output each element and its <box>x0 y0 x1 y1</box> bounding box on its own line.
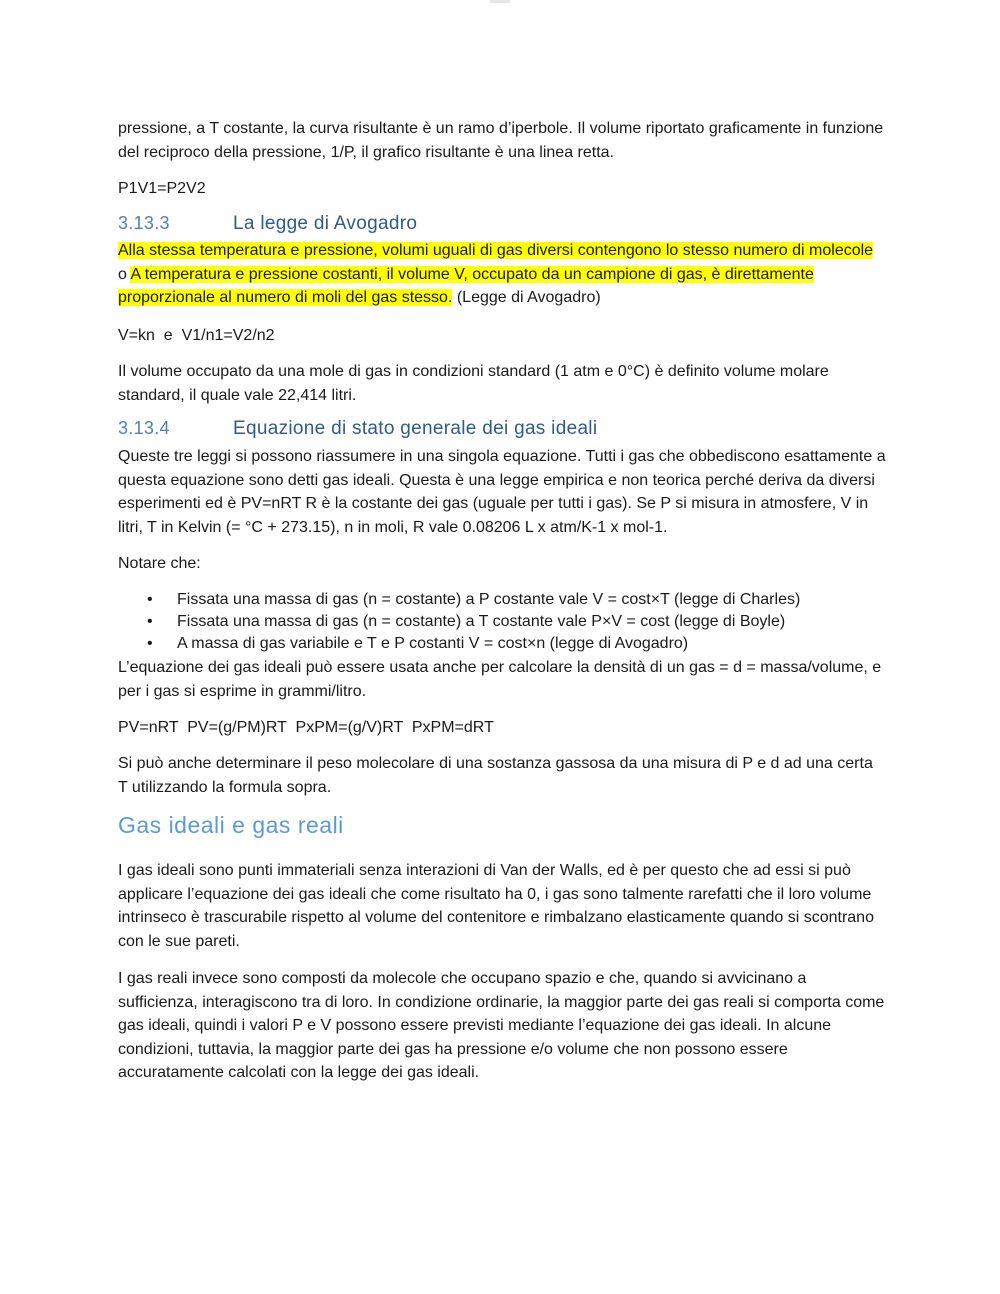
paragraph-volume-molare <box>118 360 886 407</box>
bullet-icon: • <box>147 613 153 630</box>
list-item <box>118 611 886 633</box>
paragraph-pressione <box>118 117 886 164</box>
paragraph-text: I gas reali invece sono composti da molecole che occupano spazio e che, quando si avvicinano a sufficienza, interagiscono tra di loro. In condizione ordinarie, la maggior parte dei gas reali si comporta come gas ideali, quindi i valori P e V possono essere previsti mediante l’equazione dei gas ideali. In alcune condizioni, tuttavia, la maggior parte dei gas ha pressione e/o volume che non possono essere accuratamente calcolati con la legge dei gas ideali. <box>118 970 885 1081</box>
avogadro-definition <box>118 239 886 310</box>
formula-text: PV=nRT PV=(g/PM)RT PxPM=(g/V)RT PxPM=dRT <box>118 719 494 736</box>
note-text: Notare che: <box>118 555 201 572</box>
heading-number: 3.13.4 <box>118 418 170 438</box>
bullet-list <box>118 589 886 655</box>
heading-title: Equazione di stato generale dei gas ideali <box>233 418 598 439</box>
laws-list <box>118 589 886 655</box>
header-mark <box>490 0 510 3</box>
paragraph-text: L’equazione dei gas ideali può essere usata anche per calcolare la densità di un gas = d = massa/volume, e per i gas si esprime in grammi/litro. <box>118 659 882 700</box>
heading-title: Gas ideali e gas reali <box>118 812 344 838</box>
paragraph-text: I gas ideali sono punti immateriali senza interazioni di Van der Walls, ed è per questo che ad essi si può applicare l’equazione dei gas ideali che come risultato ha 0, i gas sono talmente rarefatti che il loro volume intrinseco è trascurabile rispetto al volume del contenitore e rimbalzano elasticamente quando si scontrano con le sue pareti. <box>118 862 874 950</box>
paragraph-gas-reali <box>118 967 886 1085</box>
paragraph-text: pressione, a T costante, la curva risultante è un ramo d’iperbole. Il volume riportato graficamente in funzione del reciproco della pressione, 1/P, il grafico risultante è una linea retta. <box>118 120 884 161</box>
paragraph-equazione <box>118 445 886 539</box>
formula-avogadro <box>118 324 886 348</box>
list-item-text: Fissata una massa di gas (n = costante) a P costante vale V = cost×T (legge di Charles) <box>177 591 801 608</box>
paragraph-text: Il volume occupato da una mole di gas in condizioni standard (1 atm e 0°C) è definito volume molare standard, il quale vale 22,414 litri. <box>118 363 829 404</box>
highlighted-text-2: A temperatura e pressione costanti, il volume V, occupato da un campione di gas, è direttamente proporzionale al numero di moli del gas stesso. <box>118 265 814 306</box>
formula-text: P1V1=P2V2 <box>118 180 206 197</box>
heading-number: 3.13.3 <box>118 213 170 233</box>
law-reference: (Legge di Avogadro) <box>452 289 601 306</box>
formula-boyle <box>118 177 886 201</box>
formula-densita <box>118 716 886 740</box>
note-label <box>118 552 886 576</box>
bullet-icon: • <box>147 635 153 652</box>
avogadro-paragraph <box>118 239 886 310</box>
paragraph-densita <box>118 656 886 703</box>
list-item-text: A massa di gas variabile e T e P costanti V = cost×n (legge di Avogadro) <box>177 635 689 652</box>
list-item <box>118 589 886 611</box>
heading-title: La legge di Avogadro <box>233 213 418 234</box>
connector-text: o <box>118 265 131 283</box>
list-item-text: Fissata una massa di gas (n = costante) a T costante vale P×V = cost (legge di Boyle) <box>177 613 786 630</box>
highlighted-text-1: Alla stessa temperatura e pressione, volumi uguali di gas diversi contengono lo stesso numero di molecole <box>118 242 874 259</box>
paragraph-gas-ideali <box>118 859 886 953</box>
heading-3-13-4 <box>118 418 886 440</box>
heading-3-13-3 <box>118 213 886 235</box>
paragraph-peso-molecolare <box>118 752 886 799</box>
heading-gas-ideali-reali <box>118 812 886 839</box>
list-item <box>118 633 886 655</box>
paragraph-text: Si può anche determinare il peso molecolare di una sostanza gassosa da una misura di P e d ad una certa T utilizzando la formula sopra. <box>118 755 873 796</box>
formula-text: V=kn e V1/n1=V2/n2 <box>118 327 275 344</box>
bullet-icon: • <box>147 591 153 608</box>
paragraph-text: Queste tre leggi si possono riassumere in una singola equazione. Tutti i gas che obbediscono esattamente a questa equazione sono detti gas ideali. Questa è una legge empirica e non teorica perché deriva da diversi esperimenti ed è PV=nRT R è la costante dei gas (uguale per tutti i gas). Se P si misura in atmosfere, V in litri, T in Kelvin (= °C + 273.15), n in moli, R vale 0.08206 L x atm/K-1 x mol-1. <box>118 448 886 536</box>
